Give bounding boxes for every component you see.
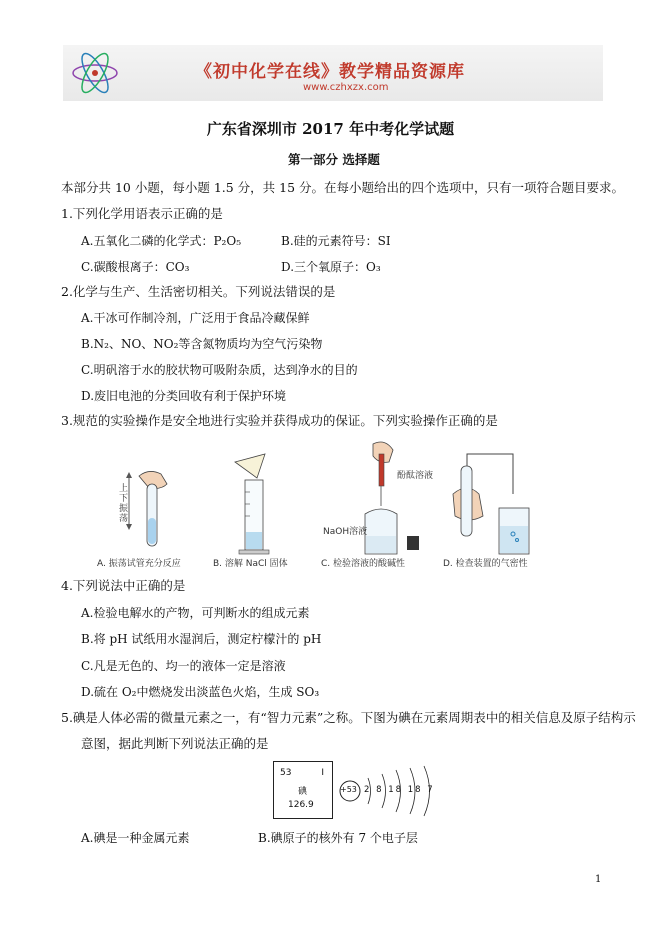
- page-title: 广东省深圳市 2017 年中考化学试题: [206, 120, 455, 138]
- q5-option-a: A.碘是一种金属元素: [81, 831, 190, 845]
- figure-d-airtightness-icon: [453, 454, 529, 554]
- atom-logo-icon: [69, 49, 121, 97]
- header-banner: [63, 45, 603, 101]
- iodine-element-card: [273, 761, 333, 819]
- banner-title: 《初中化学在线》教学精品资源库: [195, 62, 465, 82]
- nucleus-charge: +53: [340, 785, 357, 794]
- atomic-mass: 126.9: [288, 800, 314, 810]
- q2-stem: 2.化学与生产、生活密切相关。下列说法错误的是: [61, 284, 336, 299]
- q1-option-c: C.碳酸根离子：CO₃: [81, 260, 190, 274]
- banner-url: www.czhxzx.com: [303, 82, 389, 93]
- q5-stem: 5.碘是人体必需的微量元素之一，有“智力元素”之称。下图为碘在元素周期表中的相关信息及原子结构示: [61, 710, 636, 725]
- atom-structure-diagram: [338, 764, 458, 818]
- q1-option-b: B.硅的元素符号：SI: [281, 234, 391, 248]
- q1-option-a: A.五氧化二磷的化学式：P₂O₅: [81, 234, 242, 248]
- q2-option-a: A.干冰可作制冷剂，广泛用于食品冷藏保鲜: [81, 311, 310, 325]
- q2-option-c: C.明矾溶于水的胶状物可吸附杂质，达到净水的目的: [81, 363, 358, 377]
- caption-c: C. 检验溶液的酸碱性: [321, 559, 406, 569]
- q2-option-d: D.废旧电池的分类回收有利于保护环境: [81, 389, 287, 403]
- q5-stem-cont: 意图，据此判断下列说法正确的是: [81, 736, 269, 751]
- q5-option-b: B.碘原子的核外有 7 个电子层: [258, 831, 418, 845]
- figure-a-shaking-icon: [126, 471, 167, 546]
- intro-text: 本部分共 10 小题，每小题 1.5 分，共 15 分。在每小题给出的四个选项中，只有一项符合题目要求。: [61, 180, 625, 195]
- lab-operations-figure: [95, 436, 575, 570]
- element-name: 碘: [298, 787, 308, 797]
- caption-a: A. 振荡试管充分反应: [97, 559, 181, 569]
- phenolphthalein-label: 酚酞溶液: [397, 471, 434, 481]
- q3-stem: 3.规范的实验操作是安全地进行实验并获得成功的保证。下列实验操作正确的是: [61, 413, 498, 428]
- page-number: 1: [595, 874, 602, 885]
- caption-b: B. 溶解 NaCl 固体: [213, 559, 288, 569]
- shell-electrons: 2 8 18 18 7: [364, 785, 435, 795]
- lab-figure-drawings: [95, 436, 575, 570]
- q4-option-d: D.硫在 O₂中燃烧发出淡蓝色火焰，生成 SO₃: [81, 685, 320, 699]
- q4-option-c: C.凡是无色的、均一的液体一定是溶液: [81, 659, 286, 673]
- atomic-number: 53: [280, 768, 292, 778]
- caption-d: D. 检查装置的气密性: [443, 559, 528, 569]
- q1-stem: 1.下列化学用语表示正确的是: [61, 206, 223, 221]
- q4-option-a: A.检验电解水的产物，可判断水的组成元素: [81, 606, 310, 620]
- shake-label: 上下振荡: [119, 484, 129, 524]
- q2-option-b: B.N₂、NO、NO₂等含氮物质均为空气污染物: [81, 337, 323, 351]
- q1-option-d: D.三个氧原子：O₃: [281, 260, 381, 274]
- element-symbol: I: [321, 768, 324, 778]
- figure-b-cylinder-icon: [235, 454, 269, 554]
- q4-stem: 4.下列说法中正确的是: [61, 578, 186, 593]
- section-title: 第一部分 选择题: [288, 152, 380, 167]
- q4-option-b: B.将 pH 试纸用水湿润后，测定柠檬汁的 pH: [81, 632, 322, 646]
- naoh-label: NaOH溶液: [323, 527, 368, 537]
- figure-c-dropper-icon: [365, 442, 419, 554]
